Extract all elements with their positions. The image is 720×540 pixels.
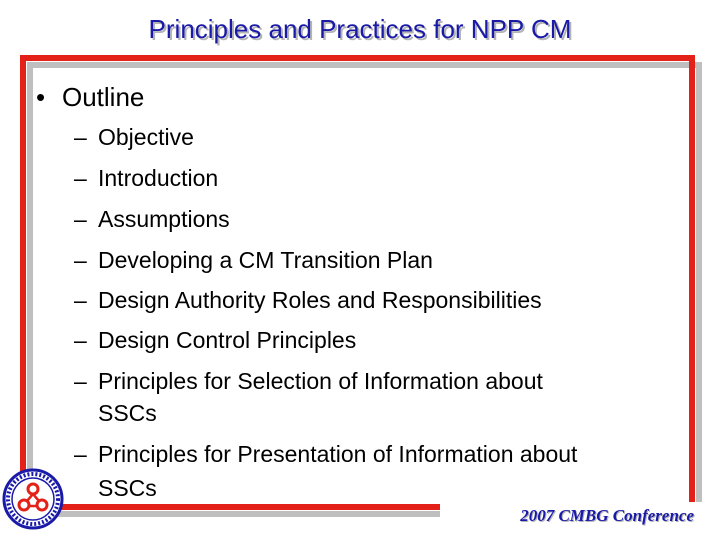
footer-band <box>440 502 702 530</box>
list-item-text: Design Control Principles <box>98 327 357 353</box>
list-item <box>74 287 542 314</box>
list-item <box>74 327 356 354</box>
list-item-text: Design Authority Roles and Responsibilities <box>98 287 542 313</box>
dash-icon: – <box>74 247 87 273</box>
footer-conference-label: 2007 CMBG Conference <box>520 506 694 525</box>
list-item-continuation: SSCs <box>98 400 157 426</box>
list-item <box>74 124 194 151</box>
dash-icon: – <box>74 124 87 150</box>
list-item <box>74 206 230 233</box>
list-item-continuation: SSCs <box>98 475 157 501</box>
outline-heading-text: Outline <box>62 82 145 112</box>
list-item-text: Principles for Presentation of Information about <box>98 441 578 467</box>
list-item <box>74 368 543 395</box>
organization-seal-icon <box>2 468 64 530</box>
list-item-text: Objective <box>98 124 194 150</box>
list-item <box>74 247 433 274</box>
dash-icon: – <box>74 368 87 394</box>
slide-title: Principles and Practices for NPP CM <box>148 14 572 44</box>
list-item <box>74 165 218 192</box>
list-item-text: Principles for Selection of Information about <box>98 368 543 394</box>
bullet-icon: • <box>36 82 46 112</box>
dash-icon: – <box>74 327 87 353</box>
outline-heading <box>36 82 144 113</box>
dash-icon: – <box>74 206 87 232</box>
list-item <box>74 441 577 468</box>
list-item-text: Assumptions <box>98 206 230 232</box>
dash-icon: – <box>74 165 87 191</box>
list-item-text: Developing a CM Transition Plan <box>98 247 433 273</box>
list-item-text: Introduction <box>98 165 219 191</box>
dash-icon: – <box>74 441 87 467</box>
dash-icon: – <box>74 287 87 313</box>
